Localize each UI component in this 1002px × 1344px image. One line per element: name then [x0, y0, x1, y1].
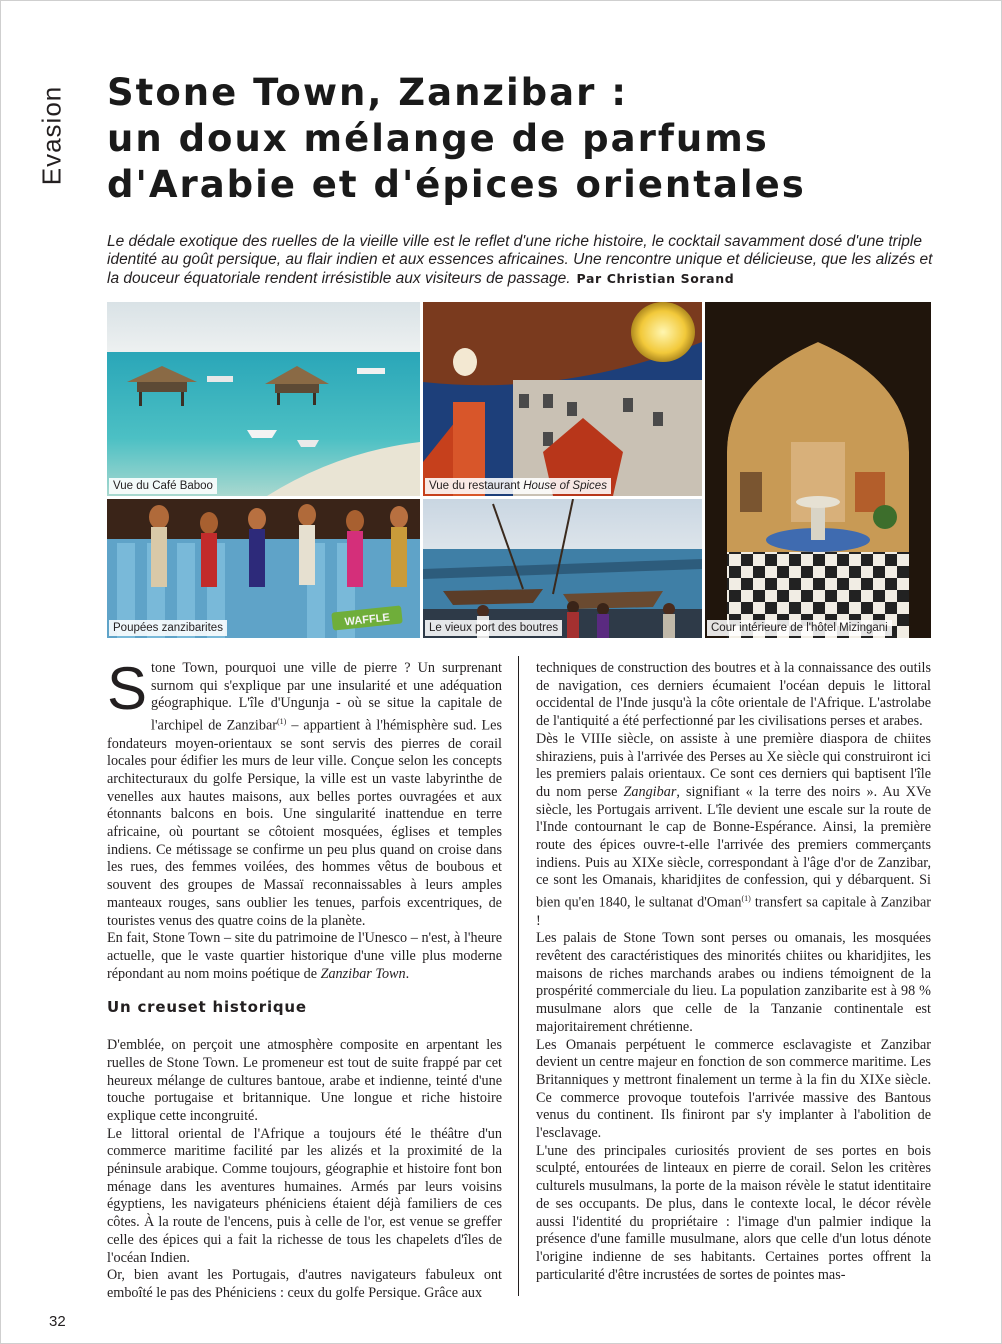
history-paragraph-1: D'emblée, on perçoit une atmosphère composite en arpentant les ruelles de Stone Town. Le promeneur est tout de suite frappé par cet heureux mélange de cultures bantoue, arabe et indienne, teinté d'une touche portugaise et britannique. Une longue et riche histoire explique cette incongruité.: [107, 1037, 502, 1124]
right2-italic: Zangibar: [623, 783, 677, 800]
section-label: [30, 60, 74, 210]
article-column-right: [536, 660, 931, 1284]
history-paragraph-3: Or, bien avant les Portugais, d'autres navigateurs fabuleux ont emboîté le pas des Phéniciens : ceux du golfe Persique. Grâce aux: [107, 1267, 502, 1301]
byline: Par Christian Sorand: [576, 270, 735, 286]
right-paragraph-1: techniques de construction des boutres et à la connaissance des outils de navigation, ces derniers écumaient l'océan depuis le littoral occidental de l'Inde jusqu'à la côte orientale de l'Afrique. L'astrolabe de l'antiquité a été perfectionné par les civilisations perses et arabes.: [536, 660, 931, 730]
intro2-end: .: [405, 965, 410, 982]
article-title: [107, 70, 967, 208]
section-heading: Un creuset historique: [107, 998, 307, 1017]
page-number: 32: [49, 1313, 66, 1330]
title-line-3: d'Arabie et d'épices orientales: [107, 163, 806, 206]
footnote-marker: (1): [741, 894, 751, 904]
right2-end: transfert sa capitale à Zanzibar !: [536, 894, 931, 929]
photo-zanzibar-dolls: [107, 499, 420, 638]
right2-cont: , signifiant « la terre des noirs ». Au XVe siècle, les Portugais arrivent. L'île devient une escale sur la route de l'Inde contournant le cap de Bonne-Espérance. Ainsi, la première route des épices ouvre-t-elle l'arrivée des premiers commerçants indiens. Puis au XIXe siècle, correspondant à l'âge d'or de Zanzibar, ce sont les Omanais, kharidjites de confession, qui y débarquent. Si bien qu'en 1840, le sultanat d'Oman: [536, 783, 931, 911]
photo-caption: Vue du Café Baboo: [109, 478, 217, 494]
article-lede: [107, 233, 935, 288]
photo-caption: Le vieux port des boutres: [425, 620, 562, 636]
intro2-italic: Zanzibar Town: [320, 965, 406, 982]
right-paragraph-5: L'une des principales curiosités provient de ses portes en bois sculpté, entourées de linteaux en pierre de corail. Selon les critères culturels musulmans, la porte de la maison révèle le statut identitaire de ses occupants. De plus, dans le contexte local, le décor révèle aussi l'identité du propriétaire : l'image d'un palmier indique la présence d'une famille musulmane, alors que celle d'un lotus dénote l'origine indienne de ses habitants. Certaines portes offrent la particularité d'être incrustées de sortes de pointes mas-: [536, 1142, 931, 1283]
right-paragraph-3: Les palais de Stone Town sont perses ou omanais, les mosquées revêtent des caractéristiques des minorités chiites ou kharidjites, les maisons de riches marchands arabes ou indiens témoignent de la prospérité commerciale du lieu. La population zanzibarite est à 98 % musulmane alors que celle de la Tanzanie continentale est majoritairement chrétienne.: [536, 930, 931, 1035]
footnote-marker: (1): [277, 717, 287, 727]
intro-text-cont: – appartient à l'hémisphère sud. Les fondateurs moyen-orientaux se sont servis des pierres de corail locales pour édifier les murs de leur ville. Conçue selon les concepts architecturaux du golfe Persique, la ville est un vaste labyrinthe de venelles aux hautes maisons, aux belles portes ouvragées et aux étonnants balcons en bois. Une singularité inattendue en terre africaine, où pourtant se côtoient mosquées, églises et temples indiens. Ce métissage se confirme un peu plus quand on croise dans les rues, des femmes voilées, des hommes vêtus de boubous et souvent des groupes de Massaï reconnaissables à leurs amples manteaux rouges, sans oublier les tenues, parfois excentriques, de touristes venus des quatre coins de la planète.: [107, 717, 502, 929]
lede-text: Le dédale exotique des ruelles de la vieille ville est le reflet d'une riche histoire, le cocktail savamment dosé d'une triple identité au goût persique, au flair indien et aux essences africaines. Une rencontre unique et délicieuse, que les alizés et la douceur équatoriale rendent irrésistible aux visiteurs de passage.: [107, 233, 933, 287]
history-paragraph-2: Le littoral oriental de l'Afrique a toujours été le théâtre d'un commerce maritime facilité par les alizés et la proximité de la péninsule arabique. Comme toujours, géographie et histoire font bon ménage dans les aventures humaines. Armés par leurs voisins égyptiens, les navigateurs phéniciens étaient déjà familiers de ces côtes. À la route de l'encens, puis à celle de l'or, est venue se greffer celle des épices qui a fait la richesse de tous les chapelets d'îles de l'océan Indien.: [107, 1125, 502, 1266]
article-column-left: [107, 655, 502, 1303]
section-label-text: Evasion: [36, 85, 67, 185]
photo-caption: Poupées zanzibarites: [109, 620, 227, 636]
photo-old-port: [423, 499, 702, 638]
intro2-text: En fait, Stone Town – site du patrimoine de l'Unesco – n'est, à l'heure actuelle, que le vaste quartier historique d'une ville plus moderne répondant au nom moins poétique de: [107, 930, 502, 982]
right2-text: Dès le VIIIe siècle, on assiste à une première diaspora de chiites shiraziens, puis à l'arrivée des Perses au Xe siècle qui construiront ici les premiers palais orientaux. Ce sont ces derniers qui baptisent l'île du nom perse: [536, 730, 931, 800]
caption-venue: House of Spices: [523, 480, 607, 492]
waffle-sign: WAFFLE: [344, 611, 391, 629]
photo-cafe-baboo: [107, 302, 420, 496]
photo-hotel-courtyard: [705, 302, 931, 638]
intro-paragraph-2: [107, 930, 502, 983]
title-line-2: un doux mélange de parfums: [107, 117, 769, 160]
photo-caption: [425, 478, 611, 494]
right-paragraph-2: [536, 731, 931, 930]
caption-text: Vue du restaurant: [429, 480, 524, 492]
photo-house-of-spices: [423, 302, 702, 496]
intro-text: tone Town, pourquoi une ville de pierre ? Un surprenant surnom qui s'explique par une insularité et une adéquation géographique. L'île d'Ungunja - où se situe la capitale de l'archipel de Zanzibar: [151, 660, 502, 734]
right-paragraph-4: Les Omanais perpétuent le commerce esclavagiste et Zanzibar devient un centre majeur en fonction de son commerce maritime. Les Britanniques y mettront finalement un terme à la fin du XIXe siècle. Ce commerce provoque toutefois l'arrivée massive des Bantous venus du continent. Ils finiront par s'y implanter à l'abolition de l'esclavage.: [536, 1036, 931, 1142]
column-divider: [518, 656, 519, 1296]
intro-paragraph: [107, 655, 502, 930]
drop-cap: S: [107, 655, 148, 722]
title-line-1: Stone Town, Zanzibar :: [107, 71, 629, 114]
photo-caption: Cour intérieure de l'hôtel Mizingani: [707, 620, 892, 636]
